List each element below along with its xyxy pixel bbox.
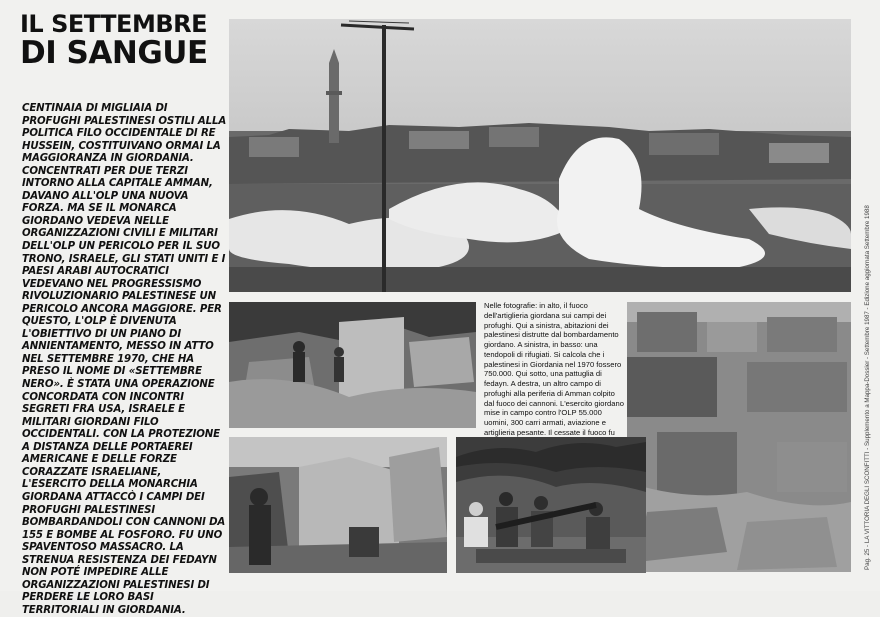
- photo-fedayn-patrol: [456, 437, 646, 573]
- photo-tent-camp: [229, 437, 447, 573]
- article-body: CENTINAIA DI MIGLIAIA DI PROFUGHI PALESTINESI OSTILI ALLA POLITICA FILO OCCIDENTALE DI RE HUSSEIN, COSTITUIVANO ORMAI LA MAGGIORANZA IN GIORDANIA. CONCENTRATI PER DUE TERZI INTORNO ALLA CAPITALE AMMAN, DAVANO ALL'OLP UNA NUOVA FORZA. MA SE IL MONARCA GIORDANO VEDEVA NELLE ORGANIZZAZIONI CIVILI E MILITARI DELL'OLP UN PERICOLO PER IL SUO TRONO, ISRAELE, GLI STATI UNITI E I PAESI ARABI AUTOCRATICI VEDEVANO NEL PROGRESSISMO RIVOLUZIONARIO PALESTINESE UN PERICOLO ANCORA MAGGIORE. PER QUESTO, L'OLP È DIVENUTA L'OBIETTIVO DI UN PIANO DI ANNIENTAMENTO, MESSO IN ATTO NEL SETTEMBRE 1970, CHE HA PRESO IL NOME DI «SETTEMBRE NERO». È STATA UNA OPERAZIONE CONCORDATA CON INCONTRI SEGRETI FRA USA, ISRAELE E MILITARI GIORDANI FILO OCCIDENTALI. CON LA PROTEZIONE A DISTANZA DELLE PORTAEREI AMERICANE E DELLE FORZE CORAZZATE ISRAELIANE, L'ESERCITO DELLA MONARCHIA GIORDANA ATTACCÒ I CAMPI DEI PROFUGHI PALESTINESI BOMBARDANDOLI CON CANNONI DA 155 E BOMBE AL FOSFORO. FU UNO SPAVENTOSO MASSACRO. LA STRENUA RESISTENZA DEI FEDAYN NON POTÉ IMPEDIRE ALLE ORGANIZZAZIONI PALESTINESI DI PERDERE LE LORO BASI TERRITORIALI IN GIORDANIA.: [22, 103, 227, 616]
- title-line-2: DI SANGUE: [20, 35, 208, 71]
- spine-credit-text: Pag. 25 - LA VITTORIA DEGLI SCONFITTI - Supplemento a Mappa-Dossier - Settembre 1987 - Edizione aggiornata Settembre 1988: [864, 205, 871, 570]
- article-title: [20, 12, 225, 69]
- photo-caption: Nelle fotografie: in alto, il fuoco dell'artiglieria giordana sui campi dei profughi. Qui a sinistra, abitazioni dei palestinesi distrutte dal bombardamento giordano. A sinistra, in basso: una tendopoli di rifugiati. Si calcola che i palestinesi in Giordania nel 1970 fossero 750.000. Qui sotto, una pattuglia di fedayn. A destra, un altro campo di profughi alla periferia di Amman colpito dal fuoco dei cannoni. L'esercito giordano mise in campo contro l'OLP 55.000 uomini, 300 carri armati, aviazione e artiglieria pesante. Il cessate il fuoco fu: [484, 301, 624, 437]
- spine-credit: [856, 30, 872, 570]
- title-line-1: IL SETTEMBRE: [20, 10, 207, 38]
- photo-destroyed-houses: [229, 302, 476, 428]
- photo-bombed-camp: [627, 302, 851, 572]
- photo-artillery-fire: [229, 19, 851, 292]
